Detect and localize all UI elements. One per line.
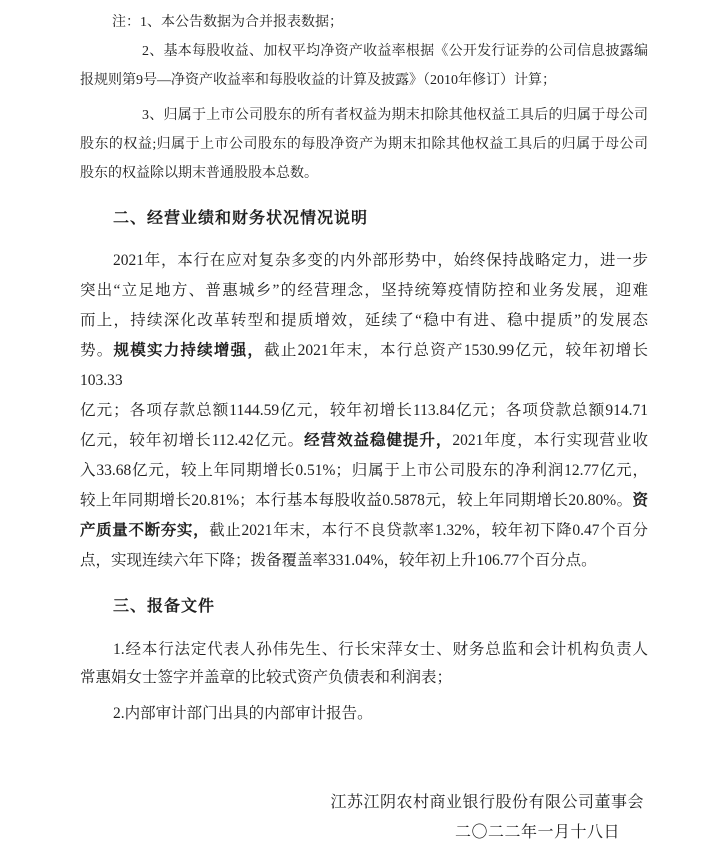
text-run: 报规则第9号—净资产收益率和每股收益的计算及披露》（2010年修订）计算； xyxy=(80,73,556,88)
text-run: 点，实现连续六年下降；拨备覆盖率331.04%，较年初上升106.77个百分点。 xyxy=(80,552,597,569)
section-heading-performance: 二、经营业绩和财务状况情况说明 xyxy=(113,210,369,227)
text-line xyxy=(80,636,648,664)
filing-item xyxy=(80,636,648,692)
text-run: 3、归属于上市公司股东的所有者权益为期末扣除其他权益工具后的归属于母公司 xyxy=(142,108,648,123)
text-line xyxy=(80,37,648,66)
text-run: 而上，持续深化改革转型和提质增效，延续了“稳中有进、稳中提质”的发展态 xyxy=(80,312,648,329)
text-line xyxy=(80,130,648,159)
emphasis-text: 资 xyxy=(632,492,648,509)
signature-block xyxy=(80,788,648,848)
text-line xyxy=(80,426,648,456)
text-run: 2021年度，本行实现营业收 xyxy=(452,432,648,449)
text-run: 截止2021年末，本行总资产1530.99亿元，较年初增长103.33 xyxy=(80,342,648,389)
text-line xyxy=(80,664,648,692)
performance-paragraph xyxy=(80,246,648,576)
text-run: 2、基本每股收益、加权平均净资产收益率根据《公开发行证券的公司信息披露编 xyxy=(142,44,648,59)
text-line xyxy=(80,66,648,95)
text-run: 亿元，较年初增长112.42亿元。 xyxy=(80,432,305,449)
notes-section xyxy=(80,8,648,188)
text-line xyxy=(80,159,648,188)
signature-date: 二〇二二年一月十八日 xyxy=(454,824,620,841)
text-line xyxy=(80,396,648,426)
text-line xyxy=(80,336,648,396)
text-run: 势。 xyxy=(80,342,114,359)
signature-company: 江苏江阴农村商业银行股份有限公司董事会 xyxy=(330,794,644,811)
emphasis-text: 经营效益稳健提升， xyxy=(304,432,453,449)
text-run: 1.经本行法定代表人孙伟先生、行长宋萍女士、财务总监和会计机构负责人 xyxy=(113,641,648,658)
text-run: 截止2021年末，本行不良贷款率1.32%，较年初下降0.47个百分 xyxy=(209,522,648,539)
emphasis-text: 规模实力持续增强， xyxy=(113,342,265,359)
text-line xyxy=(80,276,648,306)
text-run: 股东的权益;归属于上市公司股东的每股净资产为期末扣除其他权益工具后的归属于母公司 xyxy=(80,137,648,152)
text-run: 常惠娟女士签字并盖章的比较式资产负债表和利润表； xyxy=(80,669,453,686)
text-line xyxy=(80,456,648,486)
text-line xyxy=(80,101,648,130)
text-run: 亿元；各项存款总额1144.59亿元，较年初增长113.84亿元；各项贷款总额914.71 xyxy=(80,402,648,419)
text-line xyxy=(80,700,648,728)
filings-section xyxy=(80,636,648,728)
text-line xyxy=(80,306,648,336)
filing-item xyxy=(80,700,648,728)
text-run: 较上年同期增长20.81%；本行基本每股收益0.5878元，较上年同期增长20.80%。 xyxy=(80,492,633,509)
text-line xyxy=(80,486,648,516)
text-line xyxy=(80,546,648,576)
text-run: 股东的权益除以期末普通股股本总数。 xyxy=(80,166,318,181)
text-run: 2021年，本行在应对复杂多变的内外部形势中，始终保持战略定力，进一步 xyxy=(113,252,648,269)
text-run: 入33.68亿元，较上年同期增长0.51%；归属于上市公司股东的净利润12.77亿元， xyxy=(80,462,648,479)
emphasis-text: 产质量不断夯实， xyxy=(80,522,210,539)
text-run: 突出“立足地方、普惠城乡”的经营理念，坚持统筹疫情防控和业务发展，迎难 xyxy=(80,282,648,299)
text-run: 注：1、本公告数据为合并报表数据； xyxy=(112,15,343,30)
text-run: 2.内部审计部门出具的内部审计报告。 xyxy=(113,705,373,722)
text-line xyxy=(80,246,648,276)
text-line xyxy=(80,516,648,546)
text-line xyxy=(80,8,648,37)
section-heading-filings: 三、报备文件 xyxy=(113,598,216,615)
